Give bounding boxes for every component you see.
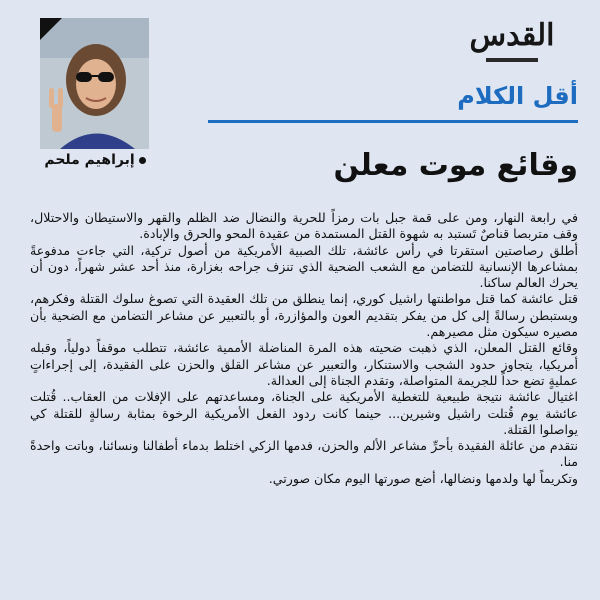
article-paragraph: اغتيال عائشة نتيجة طبيعية للتغطية الأمريكية على الجناة، ومساعدتهم على الإفلات من العقاب.. قُتلت عائشة يوم قُتلت راشيل وشيرين... حينما كانت ردود الفعل الأمريكية الرخوة بمثابة رسالةٍ للقتلة كي يواصلوا القتلة. bbox=[30, 389, 578, 437]
logo-underline bbox=[486, 58, 538, 62]
article-paragraph: وتكريماً لها ولدمها ونضالها، أضع صورتها اليوم مكان صورتي. bbox=[268, 470, 578, 486]
article-headline: وقائع موت معلن bbox=[333, 148, 578, 183]
author-name: إبراهيم ملحم bbox=[44, 152, 135, 168]
article-paragraph: قتل عائشة كما قتل مواطنتها راشيل كوري، إنما ينطلق من تلك العقيدة التي تصوغ سلوك القتلة وفكرهم، ويستبطن رسالةً إلى كل من يفكر بتقديم العون والمؤازرة، أو بالتعبير عن مشاعر التضامن مع الضحية بأن مصيره سيكون مثل مصيرهم. bbox=[30, 291, 578, 340]
article-paragraph: في رابعة النهار، ومن على قمة جبل بات رمزاً للحرية والنضال ضد الظلم والقهر والاستيطان والاحتلال، وقف متربصا قناصٌ تَستبد به شهوة القتل المستمدة من عقيدة المحو والحرق والإبادة. bbox=[30, 210, 578, 242]
article-paragraph: نتقدم من عائلة الفقيدة بأحرِّ مشاعر الألم والحزن، فدمها الزكي اختلط بدماء أطفالنا ونسائنا، وباتت واحدةً منا. bbox=[30, 438, 578, 470]
bullet-icon bbox=[139, 157, 146, 164]
column-divider bbox=[208, 120, 578, 123]
column-title: أقل الكلام bbox=[457, 82, 578, 110]
article-paragraph: وقائع القتل المعلن، الذي ذهبت ضحيته هذه المرة المناضلة الأممية عائشة، تتطلب موقفاً دولياً، وقبله أمريكيا، يتجاوز حدود الشجب والاستنكار، والتعبير عن مشاعر القلق والحزن على الفقيدة، إلى إجراءاتٍ عمليةٍ تضع حداً للجريمة المتواصلة، وتقدم الجناة إلى العدالة. bbox=[30, 340, 578, 388]
mourning-ribbon bbox=[40, 18, 62, 40]
newspaper-logo bbox=[452, 18, 572, 64]
author-photo bbox=[40, 18, 149, 149]
article-body bbox=[30, 210, 578, 487]
author-byline bbox=[40, 152, 150, 168]
logo-text: القدس bbox=[469, 18, 555, 53]
article-paragraph: أطلق رصاصتين استقرتا في رأس عائشة، تلك الصبية الأمريكية من أصول تركية، التي جاءت مدفوعةً بمشاعرها الإنسانية للتضامن مع الشعب الضحية الذي تنزف جراحه بغزارة، منذ أحد عشر شهراً، دون أن يحرك العالم ساكنا. bbox=[30, 242, 578, 291]
